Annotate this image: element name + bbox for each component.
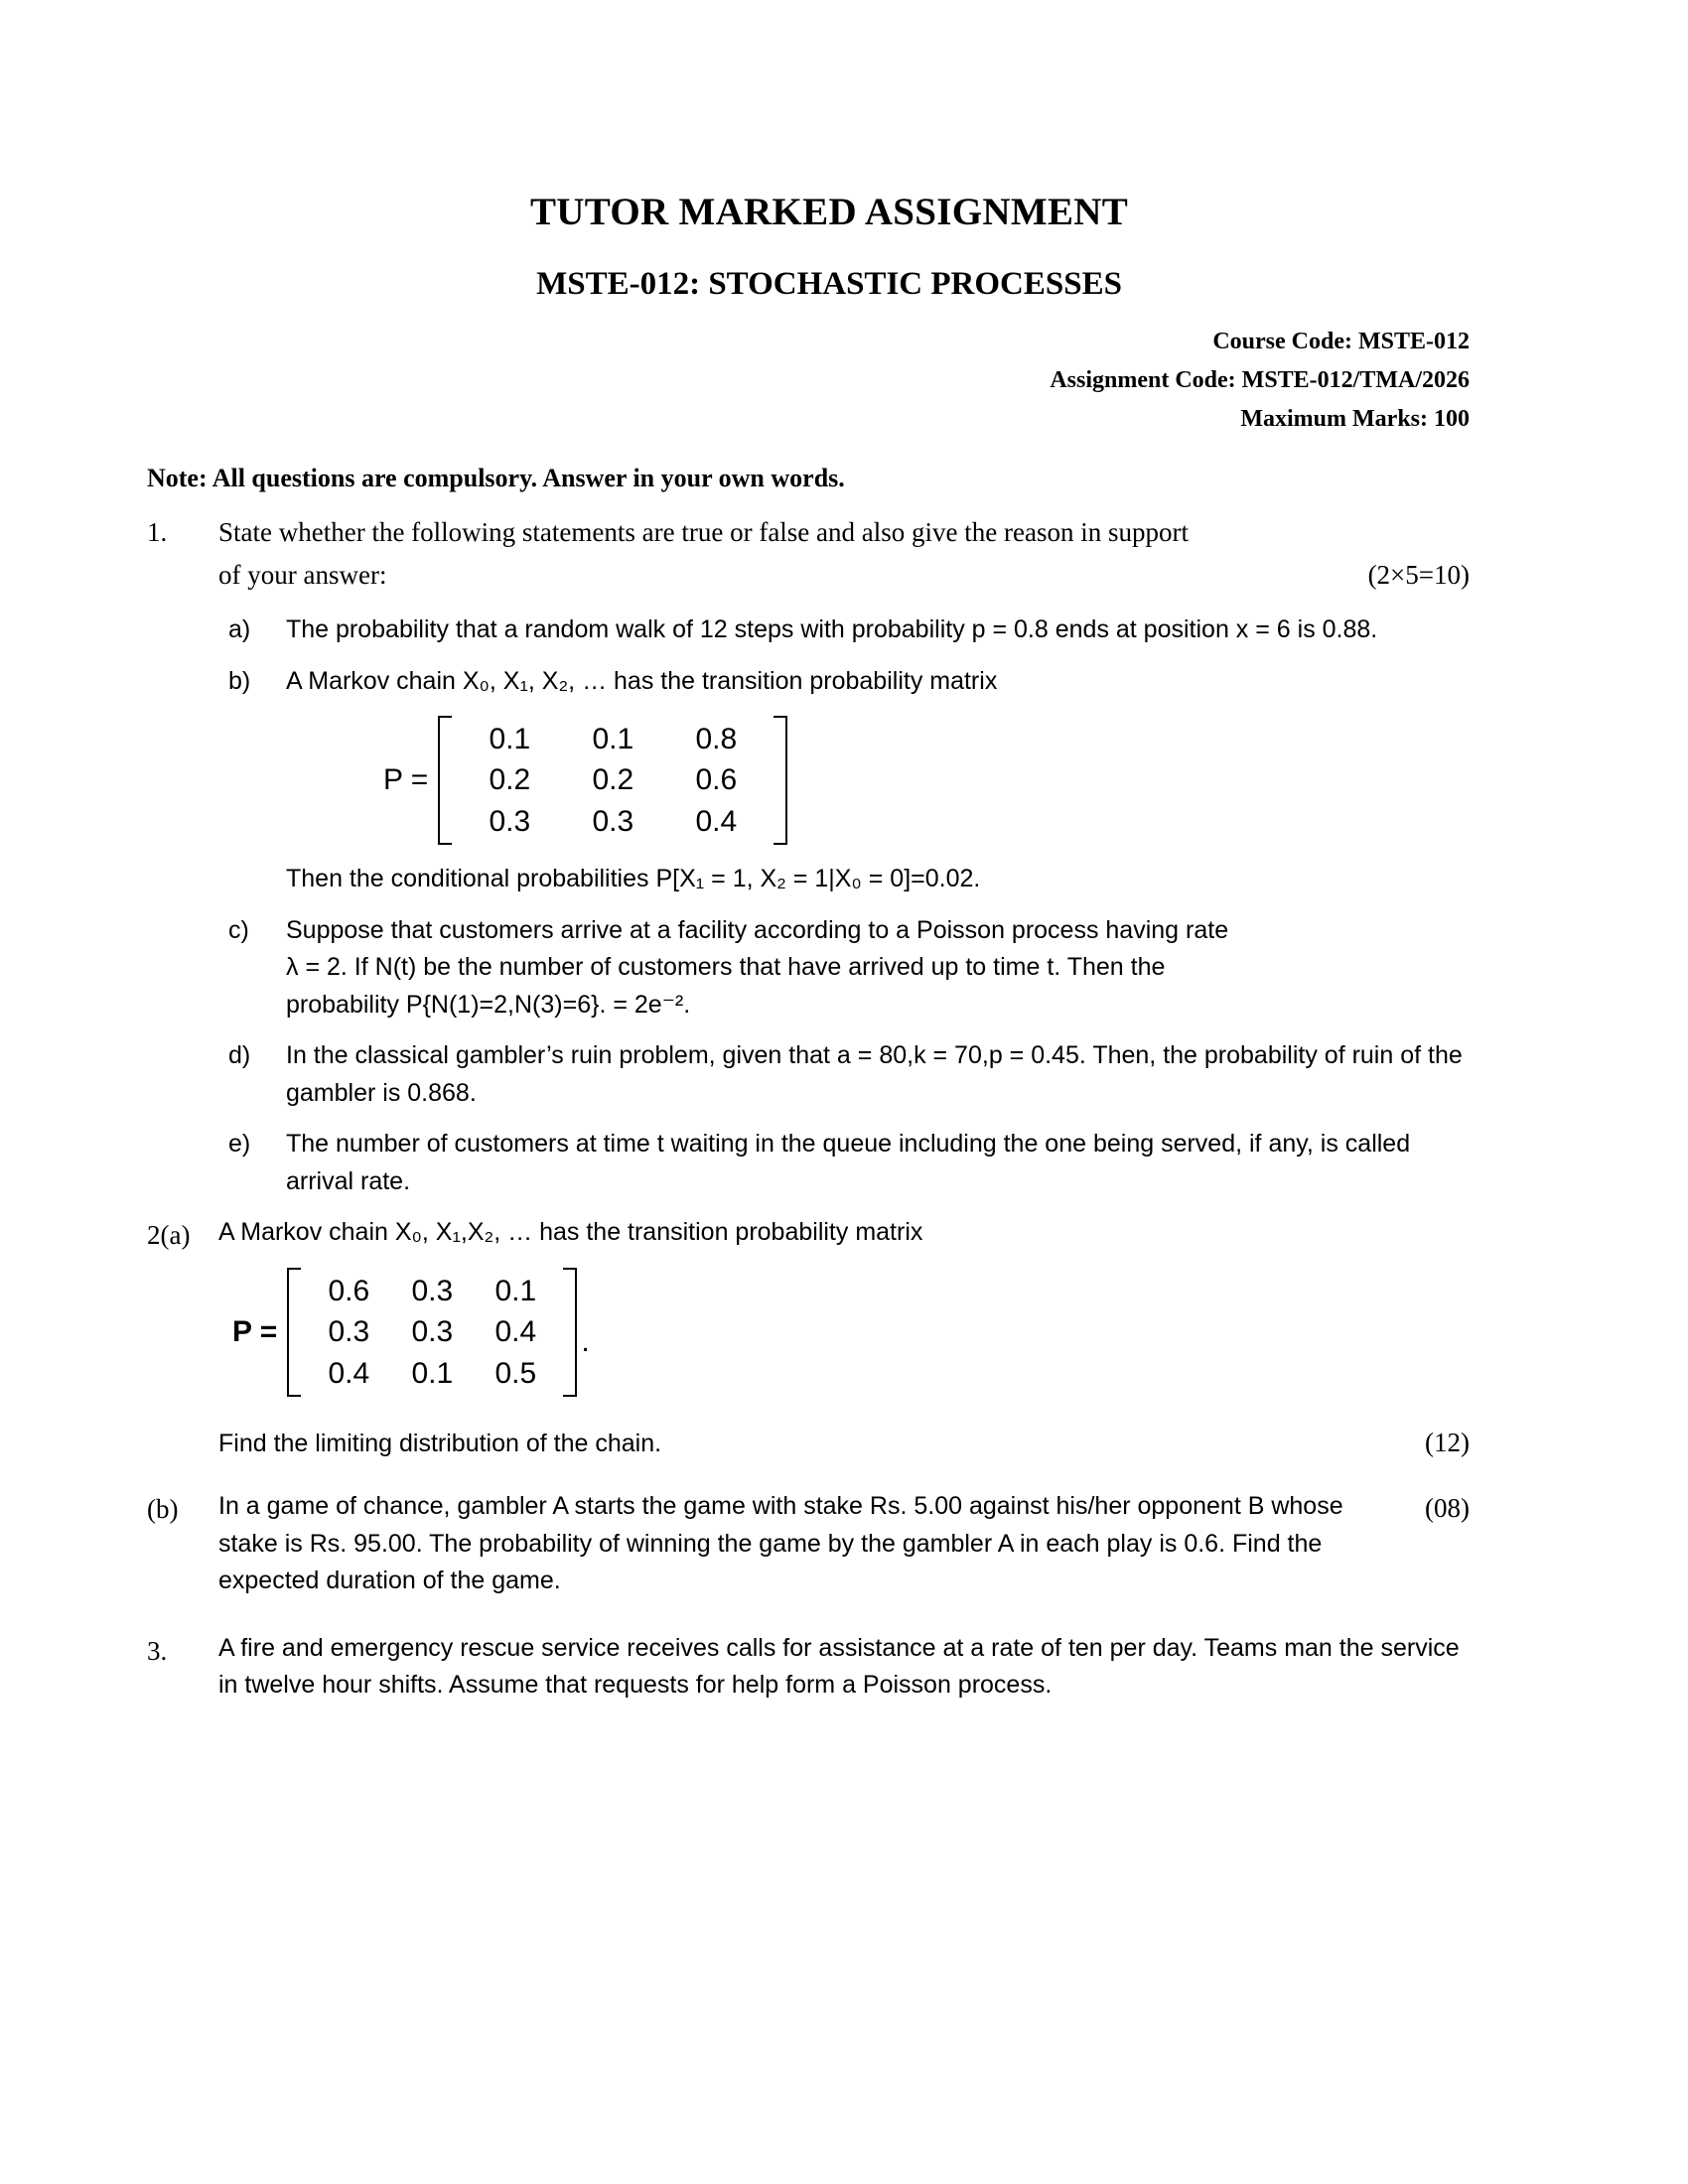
question-3 [147, 1630, 1470, 1705]
matrix-2-right-bracket [563, 1268, 577, 1397]
question-1-item-c-line3 [286, 987, 1470, 1024]
item-b-conclusion-math: P[X₁ = 1, X₂ = 1|X₀ = 0] [655, 865, 912, 893]
matrix-2-wrap [287, 1268, 577, 1397]
question-1-line2: of your answer: [218, 560, 387, 591]
question-2a-intro [218, 1214, 1470, 1252]
question-1-item-a-label: a) [228, 615, 251, 644]
question-1-item-c [228, 912, 1470, 1024]
item-c-line2-rest: . If N(t) be the number of customers that have arrived up to time t. Then the [340, 953, 1166, 982]
question-1-item-d-body [286, 1037, 1470, 1112]
question-2a-prompt: Find the limiting distribution of the chain. [218, 1429, 662, 1457]
matrix-2-cell: 0.4 [328, 1356, 370, 1390]
item-d-text-suffix: . Then, the probability of ruin of the gambler is 0.868. [286, 1041, 1463, 1107]
question-1 [147, 511, 1470, 598]
matrix-1-cell: 0.3 [489, 804, 531, 838]
item-b-chain: X₀, X₁, X₂, … [462, 666, 608, 695]
question-2a-label: 2(a) [147, 1220, 191, 1251]
question-2a-body [218, 1214, 1470, 1462]
question-1-item-d-label: d) [228, 1041, 251, 1070]
question-1-item-c-line1: Suppose that customers arrive at a facility according to a Poisson process having rate [286, 915, 1229, 944]
course-subtitle: MSTE-012: STOCHASTIC PROCESSES [536, 265, 1122, 302]
question-2b-marks: (08) [1425, 1493, 1470, 1524]
matrix-1-right-bracket [774, 716, 787, 845]
item-b-text-before: A Markov chain [286, 666, 463, 695]
item-c-line3-suffix: . [683, 990, 691, 1019]
question-2a-marks: (12) [1425, 1427, 1470, 1457]
matrix-2-cell: 0.5 [494, 1356, 537, 1390]
matrix-1-cell: 0.8 [695, 723, 738, 756]
question-2b-text: In a game of chance, gambler A starts the game with stake Rs. 5.00 against his/her opponent B whose stake is Rs. 95.00. The probability of winning the game by the gambler A in each play is 0.6. Find the expected duration of the game. [218, 1492, 1343, 1595]
question-1-item-c-line2 [286, 949, 1470, 987]
question-1-item-b-intro [286, 663, 1470, 701]
question-1-item-b [228, 663, 1470, 898]
matrix-1-cell: 0.4 [695, 804, 738, 838]
matrix-2-cell: 0.3 [411, 1315, 454, 1349]
item-b-conclusion-prefix: Then the conditional probabilities [286, 865, 656, 893]
question-1-marks: (2×5=10) [1367, 560, 1470, 591]
matrix-2-cell: 0.3 [411, 1274, 454, 1307]
matrix-2-trailing-period: . [581, 1324, 590, 1358]
question-1-item-c-body [286, 912, 1470, 1024]
item-b-conclusion-suffix: =0.02. [911, 865, 981, 893]
maximum-marks: Maximum Marks: 100 [1240, 405, 1470, 432]
matrix-1-cell: 0.3 [592, 804, 634, 838]
question-2a [147, 1214, 1470, 1462]
matrix-1-wrap [438, 716, 787, 845]
course-code: Course Code: MSTE-012 [1212, 329, 1470, 354]
q2a-chain: X₀, X₁,X₂, … [394, 1218, 533, 1247]
matrix-1-cell: 0.2 [592, 763, 634, 797]
question-1-item-e [228, 1126, 1470, 1200]
item-c-lambda: λ = 2 [286, 953, 341, 982]
matrix-2-left-bracket [287, 1268, 301, 1397]
question-1-item-b-conclusion [286, 861, 1470, 898]
matrix-1-left-bracket [438, 716, 452, 845]
question-1-body [218, 511, 1470, 598]
q2a-text-before: A Markov chain [218, 1218, 395, 1247]
question-2b [147, 1488, 1470, 1600]
transition-matrix-1 [383, 716, 1470, 845]
question-1-item-e-label: e) [228, 1130, 251, 1159]
matrix-2-cell: 0.1 [494, 1274, 537, 1307]
transition-matrix-2 [232, 1268, 1470, 1397]
q2a-text-after: has the transition probability matrix [532, 1218, 923, 1247]
matrix-2-cell: 0.3 [328, 1315, 370, 1349]
question-1-item-a-text: The probability that a random walk of 12 steps with probability p = 0.8 ends at position x = 6 is 0.88. [286, 615, 1378, 644]
question-3-label: 3. [147, 1635, 168, 1666]
question-1-item-b-label: b) [228, 666, 251, 695]
matrix-1-cell: 0.1 [592, 723, 634, 756]
matrix-2-cell: 0.1 [411, 1356, 454, 1390]
matrix-2-cell: 0.6 [328, 1274, 370, 1307]
matrix-2-grid [301, 1268, 563, 1397]
instructions-note: Note: All questions are compulsory. Answer in your own words. [147, 463, 845, 492]
question-2a-prompt-row [218, 1423, 1470, 1463]
matrix-1-cell: 0.2 [489, 763, 531, 797]
question-2b-body [218, 1488, 1470, 1600]
item-b-text-after: has the transition probability matrix [607, 666, 998, 695]
page-title: TUTOR MARKED ASSIGNMENT [529, 191, 1129, 233]
question-1-item-e-text: The number of customers at time t waiting in the queue including the one being served, if any, is called arrival rate. [286, 1130, 1411, 1195]
assignment-code: Assignment Code: MSTE-012/TMA/2026 [1050, 366, 1470, 393]
matrix-1-lhs: P = [383, 763, 429, 797]
question-1-label: 1. [147, 516, 168, 547]
item-c-poisson-prob: P{N(1)=2,N(3)=6}. = 2e⁻² [405, 990, 684, 1019]
item-c-line3-prefix: probability [286, 990, 406, 1019]
matrix-1-grid [452, 716, 774, 845]
question-1-item-a [228, 612, 1470, 649]
question-1-line2-row [218, 554, 1470, 598]
question-1-item-b-body [286, 663, 1470, 898]
question-1-line1: State whether the following statements are true or false and also give the reason in support [218, 516, 1189, 547]
question-3-text: A fire and emergency rescue service receives calls for assistance at a rate of ten per day. Teams man the service in twelve hour shifts. Assume that requests for help form a Poisson process. [218, 1633, 1460, 1700]
item-d-text-prefix: In the classical gambler’s ruin problem, given that [286, 1041, 837, 1070]
matrix-2-cell: 0.4 [494, 1315, 537, 1349]
matrix-1-cell: 0.6 [695, 763, 738, 797]
matrix-1-cell: 0.1 [489, 723, 531, 756]
question-2b-label: (b) [147, 1494, 179, 1525]
matrix-2-lhs: P = [232, 1314, 278, 1348]
page-content [147, 184, 1470, 1705]
question-1-item-d [228, 1037, 1470, 1112]
question-1-item-c-label: c) [228, 915, 249, 944]
item-d-params: a = 80,k = 70,p = 0.45 [836, 1041, 1079, 1070]
